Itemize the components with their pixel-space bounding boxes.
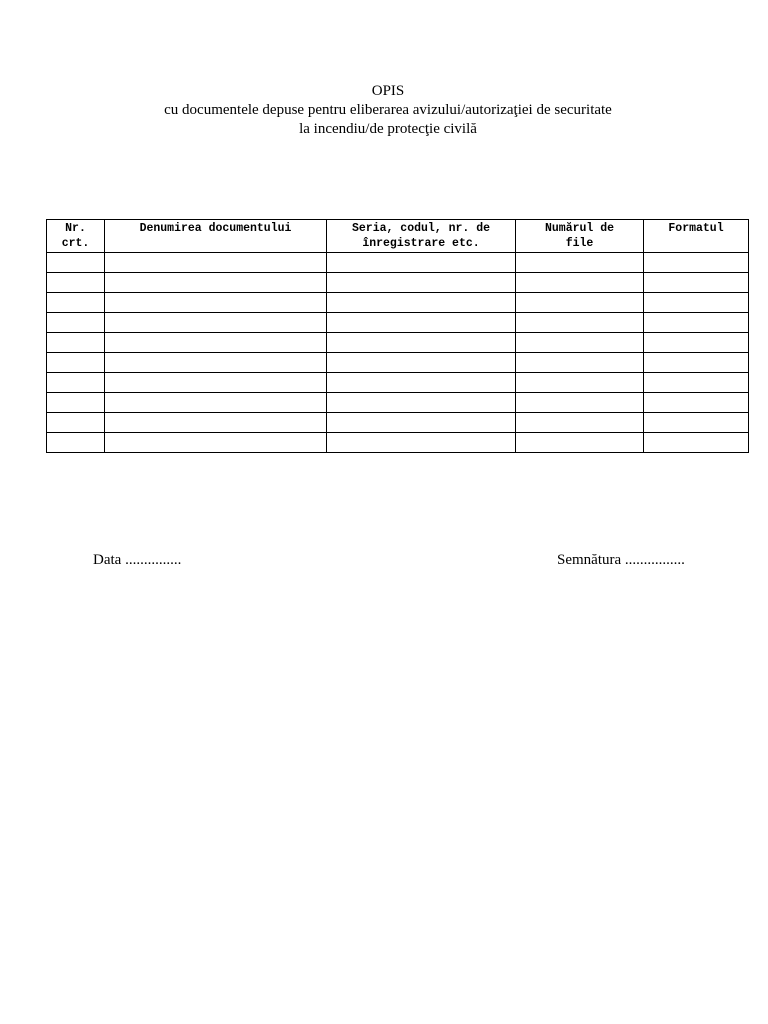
document-subtitle-line-1: cu documentele depuse pentru eliberarea avizului/autorizaţiei de securitate bbox=[164, 102, 612, 118]
cell-format bbox=[644, 373, 749, 393]
cell-document-name bbox=[105, 313, 327, 333]
date-field: Data ............... bbox=[93, 552, 182, 568]
cell-format bbox=[644, 413, 749, 433]
signature-field: Semnătura ................ bbox=[557, 552, 685, 568]
cell-format bbox=[644, 273, 749, 293]
cell-format bbox=[644, 293, 749, 313]
table-row bbox=[47, 293, 749, 313]
table-row bbox=[47, 253, 749, 273]
cell-series-code bbox=[327, 353, 516, 373]
cell-document-name bbox=[105, 413, 327, 433]
cell-file-count bbox=[516, 313, 644, 333]
cell-series-code bbox=[327, 413, 516, 433]
header-document-name bbox=[105, 220, 327, 253]
cell-series-code bbox=[327, 433, 516, 453]
table-row bbox=[47, 433, 749, 453]
cell-series-code bbox=[327, 273, 516, 293]
cell-format bbox=[644, 313, 749, 333]
cell-format bbox=[644, 333, 749, 353]
cell-file-count bbox=[516, 333, 644, 353]
header-nr-crt-line-2: crt. bbox=[61, 237, 90, 250]
cell-nr-crt bbox=[47, 293, 105, 313]
cell-file-count bbox=[516, 413, 644, 433]
cell-file-count bbox=[516, 253, 644, 273]
header-nr-crt-line-1: Nr. bbox=[65, 222, 86, 235]
header-series-code-line-1: Seria, codul, nr. de bbox=[351, 222, 491, 235]
cell-nr-crt bbox=[47, 273, 105, 293]
table-row bbox=[47, 353, 749, 373]
cell-series-code bbox=[327, 313, 516, 333]
cell-document-name bbox=[105, 273, 327, 293]
table-row bbox=[47, 393, 749, 413]
cell-document-name bbox=[105, 373, 327, 393]
cell-series-code bbox=[327, 293, 516, 313]
cell-file-count bbox=[516, 353, 644, 373]
header-series-code-line-2: înregistrare etc. bbox=[362, 237, 480, 250]
cell-nr-crt bbox=[47, 353, 105, 373]
table-header-row bbox=[47, 220, 749, 253]
documents-table bbox=[46, 219, 749, 453]
cell-format bbox=[644, 433, 749, 453]
cell-document-name bbox=[105, 393, 327, 413]
cell-document-name bbox=[105, 333, 327, 353]
table-body bbox=[47, 253, 749, 453]
cell-nr-crt bbox=[47, 393, 105, 413]
cell-nr-crt bbox=[47, 413, 105, 433]
header-document-name-line-1: Denumirea documentului bbox=[139, 222, 292, 235]
header-file-count-line-2: file bbox=[565, 237, 594, 250]
cell-nr-crt bbox=[47, 433, 105, 453]
document-title: OPIS bbox=[371, 83, 405, 99]
cell-file-count bbox=[516, 293, 644, 313]
table-row bbox=[47, 333, 749, 353]
cell-document-name bbox=[105, 253, 327, 273]
cell-format bbox=[644, 253, 749, 273]
header-file-count-line-1: Numărul de bbox=[544, 222, 614, 235]
cell-nr-crt bbox=[47, 333, 105, 353]
table-row bbox=[47, 413, 749, 433]
document-title-block bbox=[0, 82, 768, 139]
header-series-code bbox=[327, 220, 516, 253]
document-subtitle-line-2: la incendiu/de protecţie civilă bbox=[299, 121, 477, 137]
cell-series-code bbox=[327, 373, 516, 393]
cell-file-count bbox=[516, 433, 644, 453]
cell-document-name bbox=[105, 353, 327, 373]
table-row bbox=[47, 313, 749, 333]
cell-format bbox=[644, 353, 749, 373]
cell-format bbox=[644, 393, 749, 413]
header-format bbox=[644, 220, 749, 253]
header-nr-crt bbox=[47, 220, 105, 253]
cell-file-count bbox=[516, 373, 644, 393]
cell-series-code bbox=[327, 253, 516, 273]
header-format-line-1: Formatul bbox=[668, 222, 724, 235]
cell-document-name bbox=[105, 433, 327, 453]
header-file-count bbox=[516, 220, 644, 253]
cell-file-count bbox=[516, 273, 644, 293]
table-row bbox=[47, 273, 749, 293]
cell-file-count bbox=[516, 393, 644, 413]
cell-series-code bbox=[327, 393, 516, 413]
cell-nr-crt bbox=[47, 253, 105, 273]
cell-nr-crt bbox=[47, 373, 105, 393]
table-row bbox=[47, 373, 749, 393]
cell-series-code bbox=[327, 333, 516, 353]
cell-document-name bbox=[105, 293, 327, 313]
cell-nr-crt bbox=[47, 313, 105, 333]
